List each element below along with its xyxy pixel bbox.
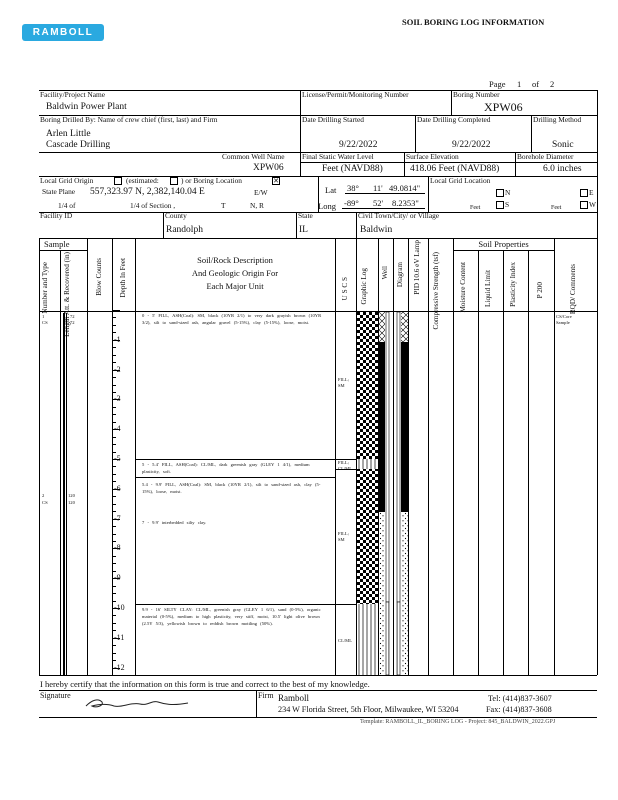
description-4: 7 - 9.9' interbedded silty clay.: [142, 520, 207, 525]
compressive-header: Compressive Strength (tsf): [432, 252, 440, 330]
facility-id-label: Facility ID: [40, 211, 73, 220]
liquid-limit-header: Liquid Limit: [484, 270, 492, 307]
sample-1-number: 1: [42, 314, 45, 319]
description-3: 5.4 - 9.9' FILL, ASH(Coal): SM, black (10YR 2/1), silt to sand-sized ash, clay (5-15%), loose, moist.: [142, 482, 321, 494]
desc-header-3: Each Major Unit: [206, 281, 264, 291]
uscs-header: U S C S: [341, 277, 349, 301]
common-well-value: XPW06: [253, 163, 284, 173]
depth-minor-tick: [112, 325, 116, 326]
depth-minor-tick: [112, 332, 116, 333]
long-sec: 8.2353": [392, 198, 419, 208]
depth-minor-tick: [112, 437, 116, 438]
long-min: 52': [373, 198, 384, 208]
depth-minor-tick: [112, 511, 116, 512]
borehole-diam-value: 6.0 inches: [543, 164, 582, 174]
grid-origin-checkbox[interactable]: [114, 177, 122, 185]
state-value: IL: [299, 225, 308, 235]
depth-label: -3: [114, 394, 121, 404]
depth-minor-tick: [112, 407, 116, 408]
crew-chief-name: Arlen Little: [46, 129, 91, 139]
sample-2-type: CS: [42, 500, 48, 505]
depth-minor-tick: [112, 496, 116, 497]
common-well-label: Common Well Name: [222, 152, 285, 161]
grid-w-label: W: [589, 200, 596, 209]
civil-town-value: Baldwin: [360, 225, 393, 235]
depth-minor-tick: [112, 586, 116, 587]
static-water-label: Final Static Water Level: [302, 152, 374, 161]
pid-header: PID 10.6 eV Lamp: [413, 240, 421, 295]
depth-minor-tick: [112, 526, 116, 527]
depth-minor-tick: [112, 414, 116, 415]
uscs-code-3: FILL; SM: [338, 531, 349, 542]
sample-1-comment2: Sample: [556, 320, 570, 325]
depth-minor-tick: [112, 601, 116, 602]
depth-minor-tick: [112, 653, 116, 654]
depth-minor-tick: [112, 362, 116, 363]
boring-number-value: XPW06: [484, 100, 523, 114]
depth-minor-tick: [112, 571, 116, 572]
depth-minor-tick: [112, 422, 116, 423]
graphic-log-header: Graphic Log: [360, 268, 368, 305]
depth-minor-tick: [112, 466, 116, 467]
state-label: State: [298, 211, 313, 220]
grid-s-checkbox[interactable]: [496, 201, 504, 209]
depth-minor-tick: [112, 541, 116, 542]
template-note: Template: RAMBOLL_IL_BORING LOG - Project: 845_BALDWIN_2022.GPJ: [360, 719, 556, 725]
p200-header: P 200: [536, 282, 544, 299]
blow-counts-header: Blow Counts: [95, 258, 103, 296]
section-label: 1/4 of Section ,: [130, 201, 176, 210]
drilling-method-value: Sonic: [552, 140, 574, 150]
grid-e-checkbox[interactable]: [580, 189, 588, 197]
surface-elev-label: Surface Elevation: [406, 152, 459, 161]
depth-minor-tick: [112, 444, 116, 445]
page-total: 2: [550, 79, 555, 89]
depth-label: -9: [114, 573, 121, 583]
depth-header: Depth In Feet: [119, 258, 127, 298]
rqd-header: RQD/ Comments: [569, 264, 577, 315]
sample-header: Sample: [44, 239, 70, 249]
well-header-1: Well: [381, 266, 389, 280]
sample-1-type: CS: [42, 320, 48, 325]
uscs-code-2: FILL; CL/ML: [338, 460, 353, 471]
well-diagram: [379, 312, 408, 675]
depth-label: -10: [114, 603, 125, 612]
boring-location-label: ) or Boring Location: [181, 176, 242, 185]
estimated-label: (estimated:: [126, 176, 159, 185]
license-label: License/Permit/Monitoring Number: [302, 90, 409, 99]
desc-header-2: And Geologic Origin For: [191, 268, 279, 278]
feet-label-1: Feet: [470, 205, 481, 211]
description-1: 0 - 5' FILL, ASH(Coal): SM, black (10YR 2/1) to very dark grayish brown (10YR 3/2), silt to sand-sized ash, angular gravel (5-15%), clay (5-15%), loose, moist.: [142, 313, 322, 325]
civil-town-label: Civil Town/City/ or Village: [358, 211, 440, 220]
depth-minor-tick: [112, 563, 116, 564]
depth-label: -1: [114, 334, 121, 344]
depth-minor-tick: [112, 317, 116, 318]
drilled-by-label: Boring Drilled By: Name of crew chief (first, last) and Firm: [40, 115, 218, 124]
depth-minor-tick: [112, 385, 116, 386]
boring-location-checkbox[interactable]: ✕: [273, 177, 279, 185]
uscs-code-1: FILL; SM: [338, 377, 349, 388]
state-plane-value: 557,323.97 N, 2,382,140.04 E: [90, 187, 205, 197]
depth-minor-tick: [112, 474, 116, 475]
feet-label-2: Feet: [551, 205, 562, 211]
firm-tel: Tel: (414)837-3607: [488, 694, 552, 703]
facility-value: Baldwin Power Plant: [46, 102, 127, 112]
surface-elev-value: 418.06 Feet (NAVD88): [410, 164, 500, 174]
depth-label: -6: [114, 483, 121, 493]
grid-s-label: S: [505, 200, 510, 209]
soil-properties-header: Soil Properties: [478, 239, 529, 249]
diagram-header: Diagram: [396, 262, 404, 288]
depth-minor-tick: [112, 481, 116, 482]
signature-image: [82, 694, 192, 712]
long-deg: -89°: [344, 198, 359, 208]
borehole-diam-label: Borehole Diameter: [517, 152, 574, 161]
lat-deg: 38°: [347, 183, 359, 193]
sample-1-comment: CS/Core: [556, 314, 572, 319]
moisture-header: Moisture Content: [459, 262, 467, 313]
depth-minor-tick: [112, 355, 116, 356]
grid-w-checkbox[interactable]: [580, 201, 588, 209]
page-number: 1: [517, 79, 522, 89]
date-started-label: Date Drilling Started: [302, 115, 364, 124]
long-label: Long: [318, 201, 336, 211]
depth-minor-tick: [112, 623, 116, 624]
drilling-method-label: Drilling Method: [533, 115, 582, 124]
depth-major-tick: [112, 310, 120, 311]
depth-minor-tick: [112, 556, 116, 557]
county-label: County: [165, 211, 187, 220]
depth-label: -4: [114, 424, 121, 434]
drilling-firm: Cascade Drilling: [46, 140, 111, 150]
local-grid-label: Local Grid Location: [430, 176, 491, 185]
static-water-value: Feet (NAVD88): [322, 164, 383, 174]
depth-label: -5: [114, 454, 121, 463]
depth-minor-tick: [112, 615, 116, 616]
firm-label: Firm: [258, 691, 274, 700]
date-started-value: 9/22/2022: [339, 140, 378, 150]
number-type-header: Number and Type: [41, 262, 49, 314]
desc-header-1: Soil/Rock Description: [197, 255, 273, 265]
plasticity-header: Plasticity Index: [509, 262, 517, 307]
page-label: Page: [489, 79, 506, 89]
depth-label: -7: [114, 513, 121, 523]
depth-label: -12: [114, 662, 125, 672]
depth-label: -8: [114, 543, 121, 553]
signature-label: Signature: [40, 691, 71, 700]
depth-minor-tick: [112, 377, 116, 378]
sample-1-att: 72: [70, 314, 75, 319]
firm-address: 234 W Florida Street, 5th Floor, Milwaukee, WI 53204: [278, 705, 459, 714]
grid-n-label: N: [505, 188, 511, 197]
sample-1-rec: 72: [70, 320, 75, 325]
depth-minor-tick: [112, 534, 116, 535]
depth-minor-tick: [112, 630, 116, 631]
page-of: of: [532, 79, 540, 89]
description-5: 9.9 - 16' SILTY CLAY: CL/ML, greenish gray (GLEY 1 6/1), sand (0-5%), organic material (0-5%), medium to high plasticity, very stiff, moist, 10.5' light olive brown (2.5Y 5/3), yellowish brown to reddish brown mottling (50%).: [142, 607, 321, 626]
sample-2-number: 2: [42, 493, 45, 498]
date-completed-value: 9/22/2022: [452, 140, 491, 150]
grid-origin-label: Local Grid Origin: [40, 176, 94, 185]
sample-2-rec: 120: [68, 500, 75, 505]
lat-min: 11': [373, 183, 383, 193]
description-2: 5 - 5.4' FILL, ASH(Coal): CL/ML, dark greenish gray (GLEY 1 4/1), medium plasticity, soft.: [142, 462, 310, 474]
depth-minor-tick: [112, 392, 116, 393]
estimated-checkbox[interactable]: [170, 177, 178, 185]
county-value: Randolph: [166, 225, 203, 235]
document-title: SOIL BORING LOG INFORMATION: [402, 17, 545, 27]
uscs-code-4: CL/ML: [338, 638, 353, 643]
depth-minor-tick: [112, 504, 116, 505]
certification-text: I hereby certify that the information on this form is true and correct to the best of my knowledge.: [40, 679, 370, 689]
quarter-label: 1/4 of: [58, 201, 76, 210]
state-plane-label: State Plane: [42, 187, 76, 196]
depth-minor-tick: [112, 660, 116, 661]
township-label: T: [221, 201, 226, 210]
depth-minor-tick: [112, 452, 116, 453]
sample-2-att: 120: [68, 493, 75, 498]
firm-name: Ramboll: [278, 693, 309, 703]
lat-sec: 49.0814": [389, 183, 421, 193]
depth-label: -2: [114, 364, 121, 374]
depth-minor-tick: [112, 645, 116, 646]
date-completed-label: Date Drilling Completed: [417, 115, 491, 124]
lat-label: Lat: [325, 185, 337, 195]
range-label: N, R: [250, 201, 264, 210]
e-w-label: E/W: [254, 188, 268, 197]
depth-label: -11: [114, 632, 125, 642]
depth-minor-tick: [112, 593, 116, 594]
boring-number-label: Boring Number: [453, 90, 500, 99]
length-header: Length Att. & Recovered (in): [63, 252, 71, 337]
grid-e-label: E: [589, 188, 594, 197]
ramboll-logo: RAMBOLL: [22, 24, 104, 41]
facility-label: Facility/Project Name: [40, 90, 106, 99]
graphic-log: [357, 312, 378, 675]
depth-minor-tick: [112, 347, 116, 348]
firm-fax: Fax: (414)837-3608: [486, 705, 552, 714]
grid-n-checkbox[interactable]: [496, 189, 504, 197]
